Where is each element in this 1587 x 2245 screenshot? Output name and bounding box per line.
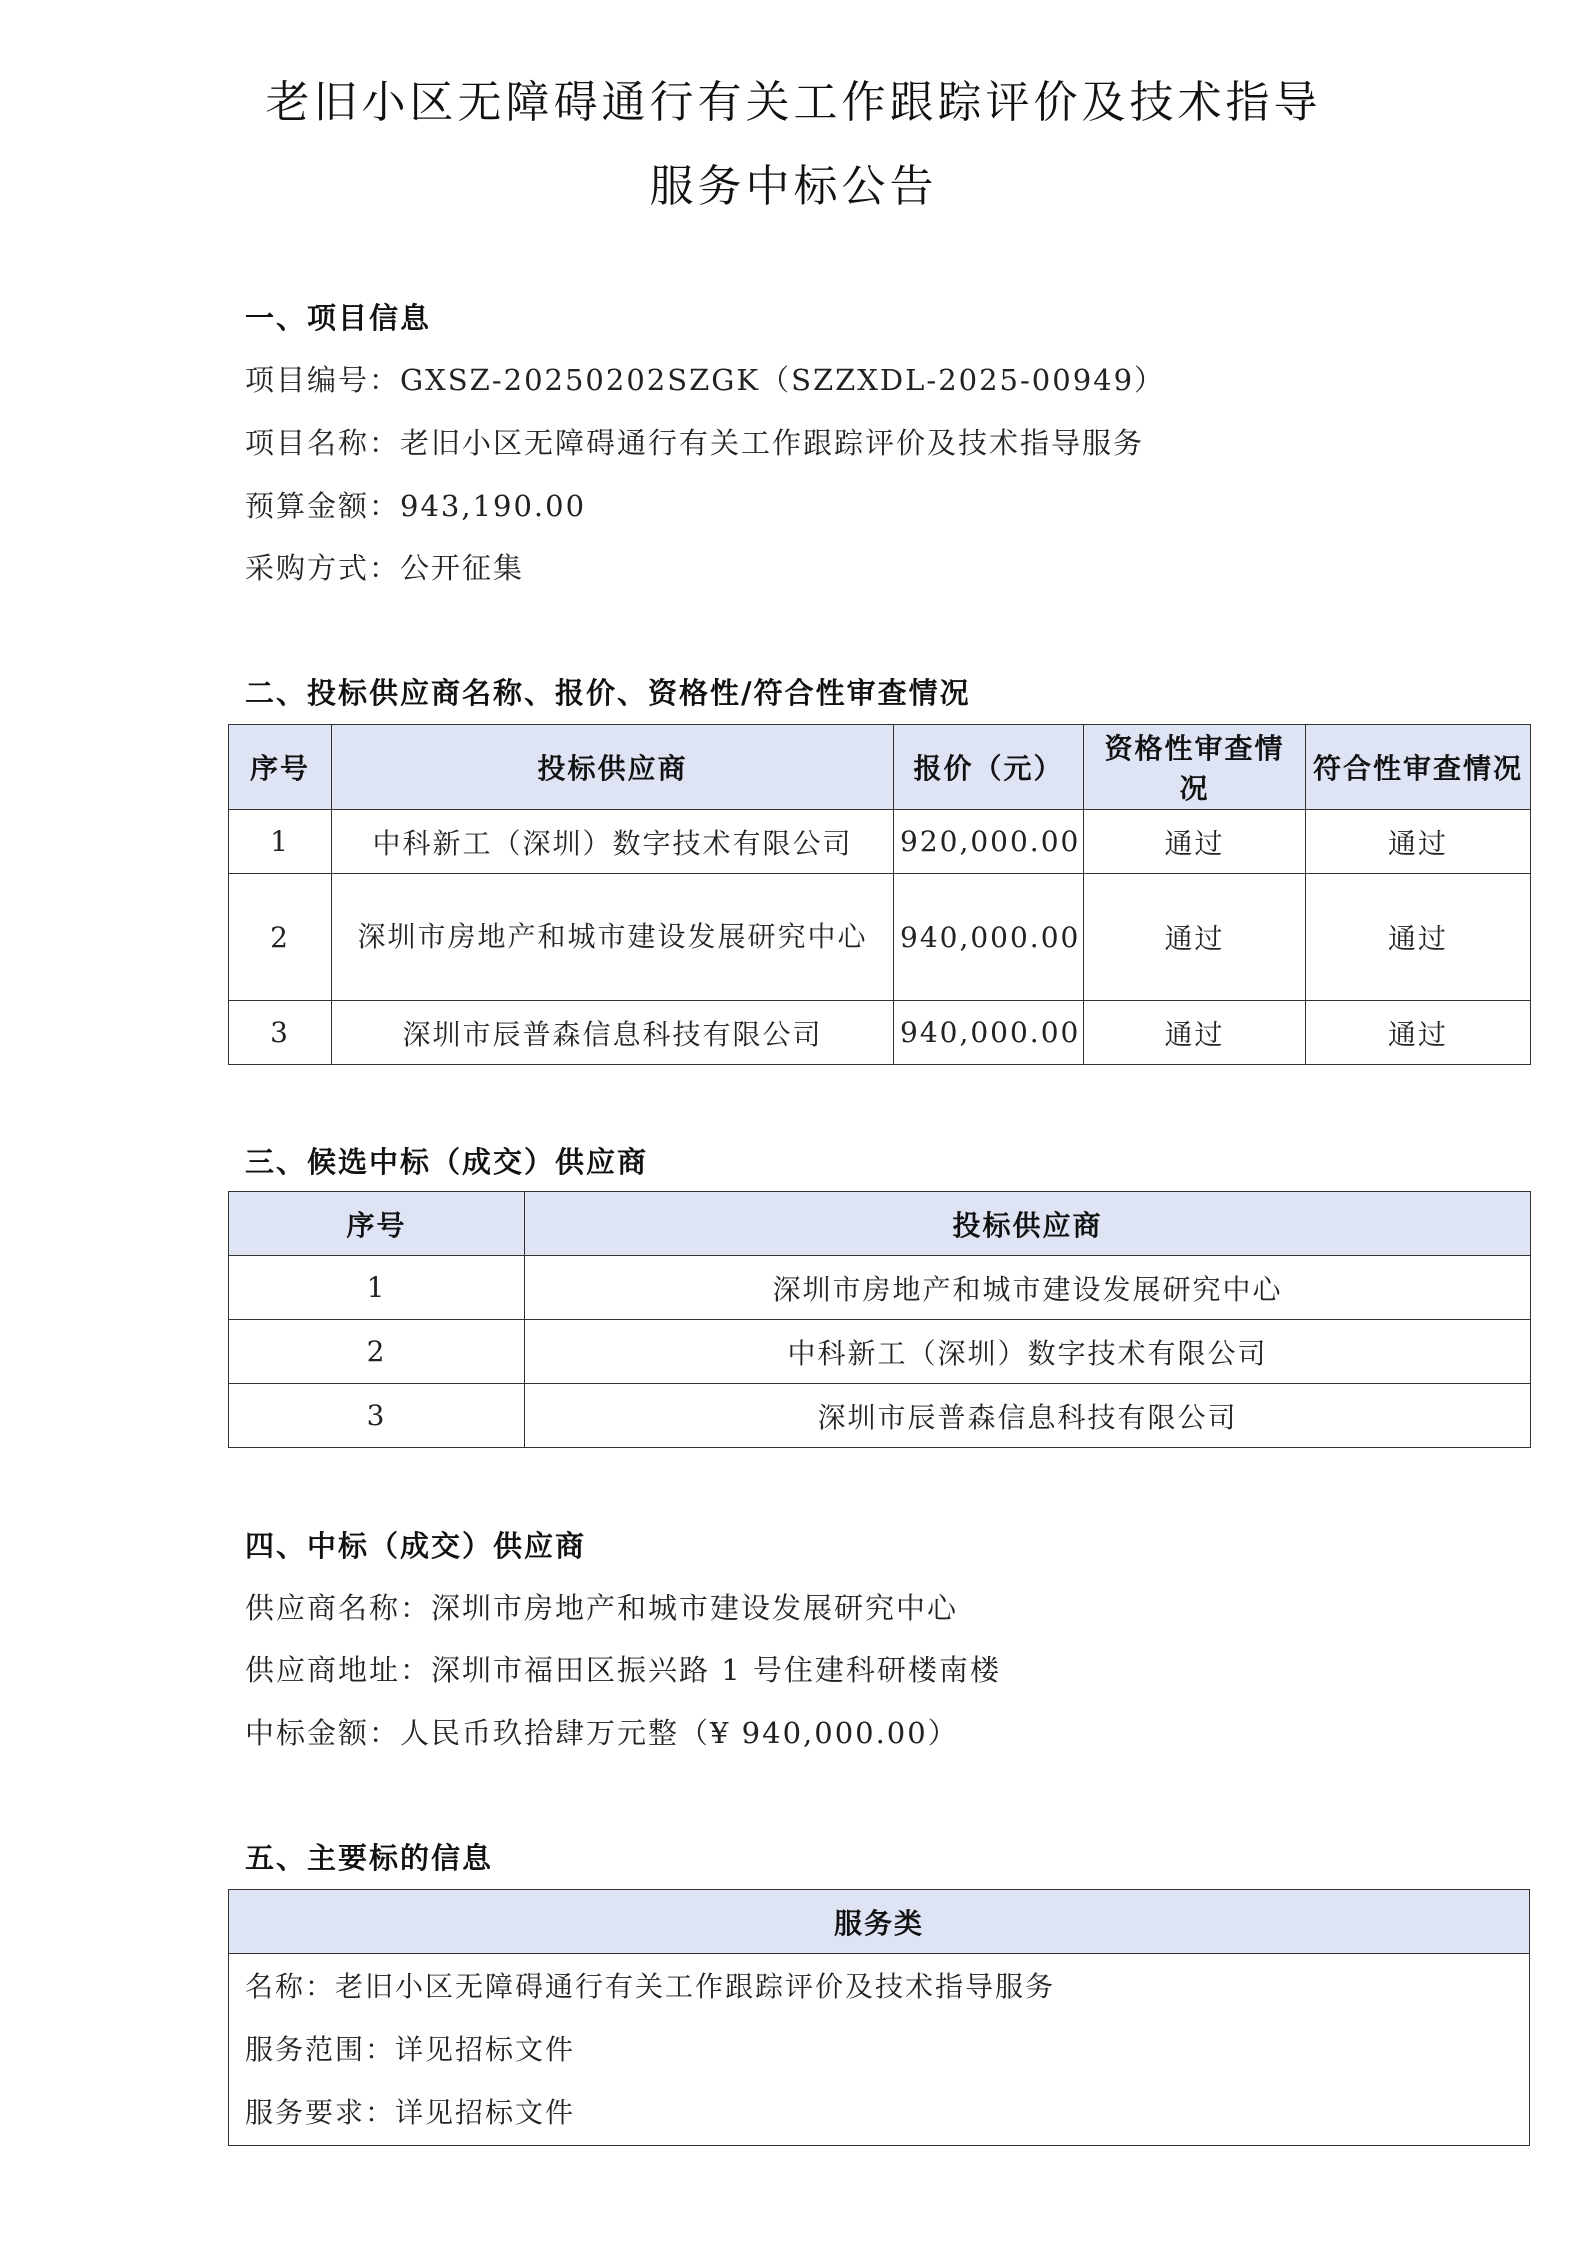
table-header-row xyxy=(229,725,1531,810)
bidders-table xyxy=(228,724,1531,1065)
project-name: 项目名称：老旧小区无障碍通行有关工作跟踪评价及技术指导服务 xyxy=(245,426,1145,460)
row-supplier: 中科新工（深圳）数字技术有限公司 xyxy=(332,810,894,874)
supplier-name: 供应商名称：深圳市房地产和城市建设发展研究中心 xyxy=(245,1591,959,1625)
section-3-heading: 三、候选中标（成交）供应商 xyxy=(245,1145,649,1179)
row-index: 3 xyxy=(229,1001,332,1065)
row-compliance: 通过 xyxy=(1306,874,1531,1001)
row-compliance: 通过 xyxy=(1306,810,1531,874)
table-header-row xyxy=(229,1890,1530,1954)
supplier-address: 供应商地址：深圳市福田区振兴路 1 号住建科研楼南楼 xyxy=(245,1653,1001,1687)
row-price: 920,000.00 xyxy=(894,810,1084,874)
service-details-cell xyxy=(229,1954,1530,2146)
service-requirement: 服务要求：详见招标文件 xyxy=(245,2096,576,2129)
header-index: 序号 xyxy=(229,1192,525,1256)
row-index: 1 xyxy=(229,1256,525,1320)
table-row xyxy=(229,1001,1531,1065)
candidates-table xyxy=(228,1191,1531,1448)
header-qualification: 资格性审查情况 xyxy=(1084,725,1306,810)
header-supplier: 投标供应商 xyxy=(332,725,894,810)
row-price: 940,000.00 xyxy=(894,874,1084,1001)
header-supplier: 投标供应商 xyxy=(525,1192,1531,1256)
row-qualification: 通过 xyxy=(1084,1001,1306,1065)
table-row xyxy=(229,874,1531,1001)
row-index: 2 xyxy=(229,1320,525,1384)
row-supplier: 深圳市房地产和城市建设发展研究中心 xyxy=(525,1256,1531,1320)
row-qualification: 通过 xyxy=(1084,810,1306,874)
table-row xyxy=(229,1384,1531,1448)
section-5-heading: 五、主要标的信息 xyxy=(245,1841,494,1875)
row-supplier: 深圳市辰普森信息科技有限公司 xyxy=(525,1384,1531,1448)
row-price: 940,000.00 xyxy=(894,1001,1084,1065)
award-amount: 中标金额：人民币玖拾肆万元整（¥ 940,000.00） xyxy=(245,1716,959,1750)
subject-table xyxy=(228,1889,1530,2146)
row-compliance: 通过 xyxy=(1306,1001,1531,1065)
table-row xyxy=(229,810,1531,874)
header-index: 序号 xyxy=(229,725,332,810)
header-compliance: 符合性审查情况 xyxy=(1306,725,1531,810)
section-2-heading: 二、投标供应商名称、报价、资格性/符合性审查情况 xyxy=(245,676,971,710)
table-row xyxy=(229,1320,1531,1384)
service-scope: 服务范围：详见招标文件 xyxy=(245,2033,576,2066)
row-index: 1 xyxy=(229,810,332,874)
row-index: 3 xyxy=(229,1384,525,1448)
header-price: 报价（元） xyxy=(894,725,1084,810)
title-line-2: 服务中标公告 xyxy=(649,161,938,212)
project-number: 项目编号：GXSZ-20250202SZGK（SZZXDL-2025-00949） xyxy=(245,363,1166,397)
table-row xyxy=(229,1954,1530,2146)
row-supplier: 中科新工（深圳）数字技术有限公司 xyxy=(525,1320,1531,1384)
service-name: 名称：老旧小区无障碍通行有关工作跟踪评价及技术指导服务 xyxy=(245,1970,1056,2003)
budget-amount: 预算金额：943,190.00 xyxy=(245,489,587,523)
row-index: 2 xyxy=(229,874,332,1001)
table-row xyxy=(229,1256,1531,1320)
row-qualification: 通过 xyxy=(1084,874,1306,1001)
procurement-method: 采购方式：公开征集 xyxy=(245,551,525,585)
title-line-1: 老旧小区无障碍通行有关工作跟踪评价及技术指导 xyxy=(265,77,1322,128)
header-service-category: 服务类 xyxy=(229,1890,1530,1954)
row-supplier: 深圳市辰普森信息科技有限公司 xyxy=(332,1001,894,1065)
section-4-heading: 四、中标（成交）供应商 xyxy=(245,1529,587,1563)
section-1-heading: 一、项目信息 xyxy=(245,301,432,335)
table-header-row xyxy=(229,1192,1531,1256)
row-supplier: 深圳市房地产和城市建设发展研究中心 xyxy=(332,874,894,1001)
